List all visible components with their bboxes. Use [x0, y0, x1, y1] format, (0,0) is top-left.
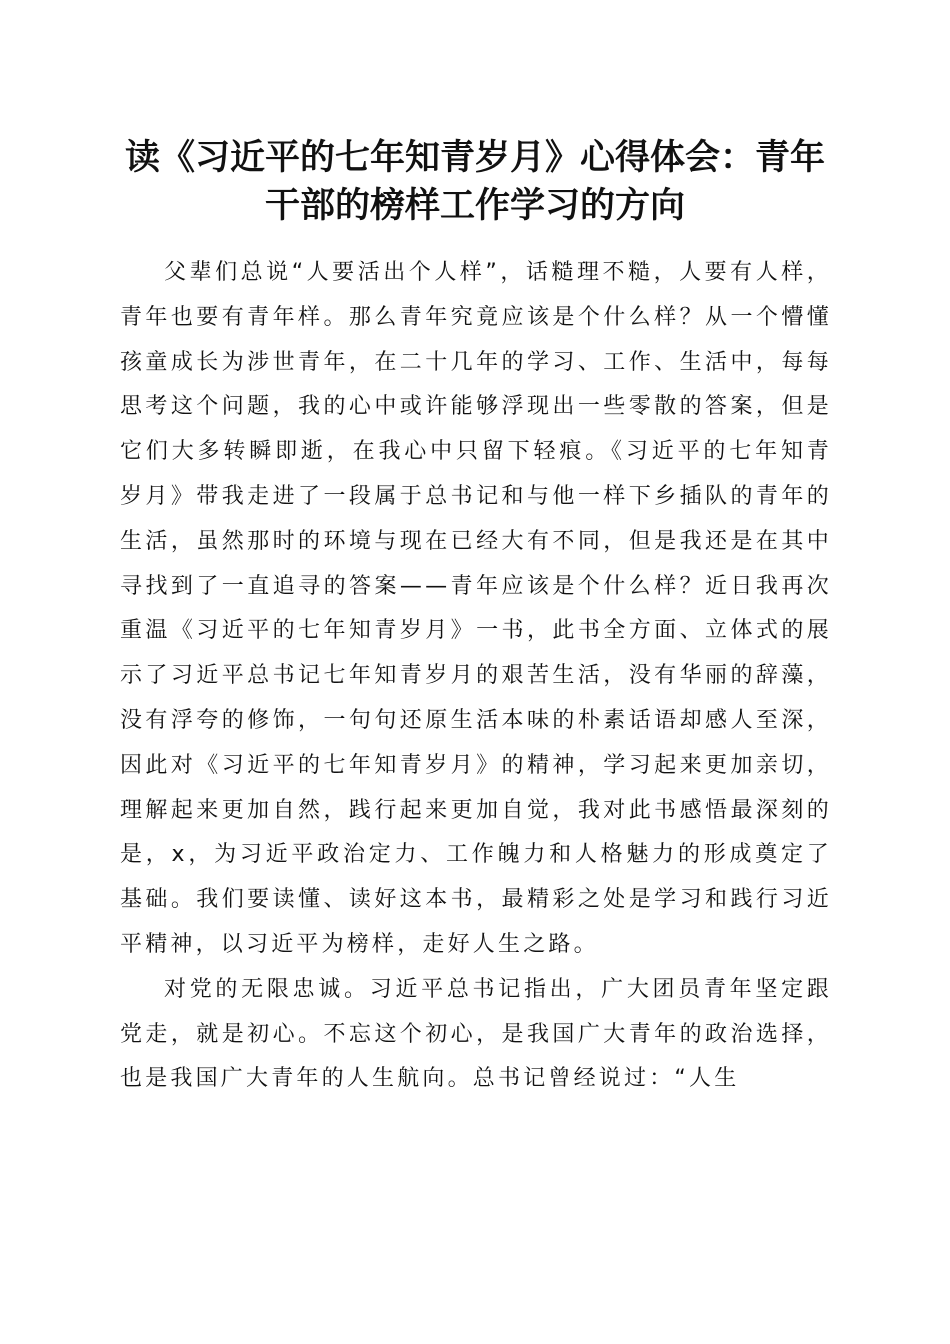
paragraph-1: 父辈们总说“人要活出个人样”，话糙理不糙，人要有人样，青年也要有青年样。那么青年究竟应该是个什么样？从一个懵懂孩童成长为涉世青年，在二十几年的学习、工作、生活中，每每思考这个问题，我的心中或许能够浮现出一些零散的答案，但是它们大多转瞬即逝，在我心中只留下轻痕。《习近平的七年知青岁月》带我走进了一段属于总书记和与他一样下乡插队的青年的生活，虽然那时的环境与现在已经大有不同，但是我还是在其中寻找到了一直追寻的答案——青年应该是个什么样？近日我再次重温《习近平的七年知青岁月》一书，此书全方面、立体式的展示了习近平总书记七年知青岁月的艰苦生活，没有华丽的辞藻，没有浮夸的修饰，一句句还原生活本味的朴素话语却感人至深，因此对《习近平的七年知青岁月》的精神，学习起来更加亲切，理解起来更加自然，践行起来更加自觉，我对此书感悟最深刻的是，x，为习近平政治定力、工作魄力和人格魅力的形成奠定了基础。我们要读懂、读好这本书，最精彩之处是学习和践行习近平精神，以习近平为榜样，走好人生之路。 [120, 260, 832, 957]
paragraph-2: 对党的无限忠诚。习近平总书记指出，广大团员青年坚定跟党走，就是初心。不忘这个初心，是我国广大青年的政治选择，也是我国广大青年的人生航向。总书记曾经说过：“人生 [120, 976, 832, 1092]
document-body [120, 251, 832, 1102]
document-title: 读《习近平的七年知青岁月》心得体会：青年干部的榜样工作学习的方向 [124, 137, 825, 226]
